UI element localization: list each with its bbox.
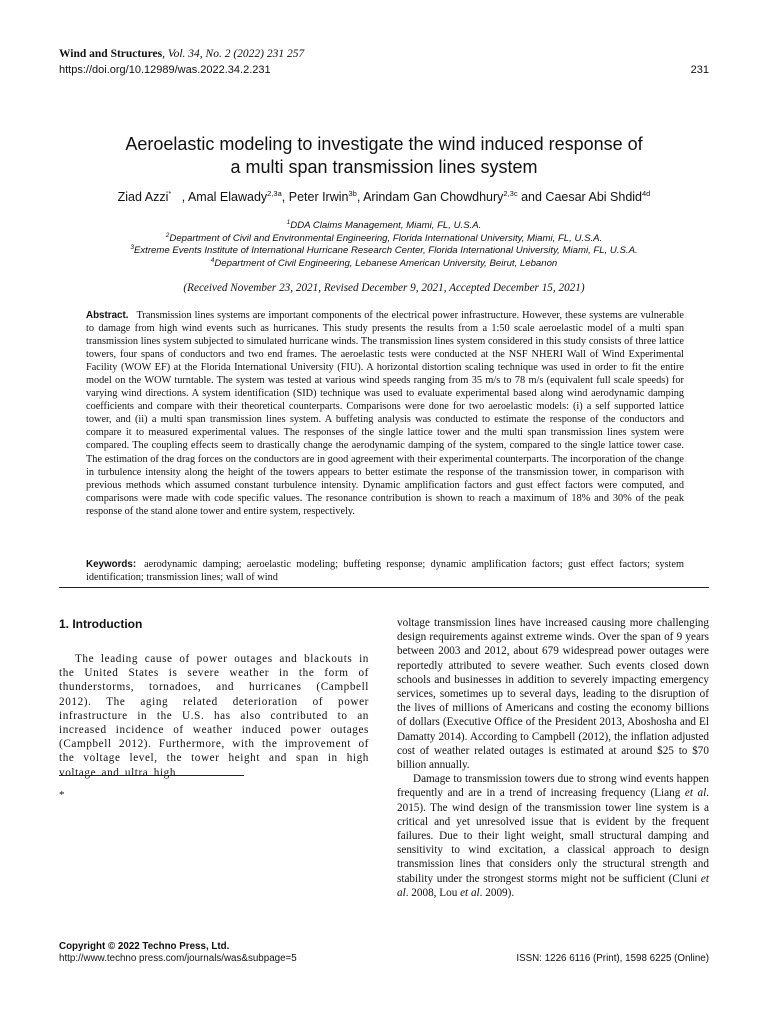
- abstract-label: Abstract.: [86, 310, 129, 321]
- affiliations: [59, 220, 709, 270]
- affiliation-3-text: Extreme Events Institute of International Hurricane Research Center, Florida International University, Miami, FL, U.S.A.: [133, 245, 638, 256]
- author-list: [59, 190, 709, 204]
- affiliation-4: [59, 258, 709, 271]
- author-3-sup: 3b: [348, 188, 357, 198]
- journal-volume: , Vol. 34, No. 2 (2022) 231 257: [162, 48, 305, 60]
- keywords-text: aerodynamic damping; aeroelastic modeling; buffeting response; dynamic amplification factors; gust effect factors; system identification; transmission lines; wall of wind: [86, 559, 684, 584]
- page-number: 231: [690, 64, 709, 76]
- author-3: , Peter Irwin: [281, 190, 349, 204]
- para3-part-b: . 2015). The wind design of the transmission tower line system is a critical and yet unresolved issue that is evident by the frequent failures. Due to their light weight, small structural damping and sensitivity to wind excitation, a classical approach to design transmission lines that considers only the structural strength and stability under the strongest storms might not be sufficient (Cluni: [397, 787, 709, 885]
- affiliation-4-sup: 4: [210, 256, 215, 264]
- para3-part-a: Damage to transmission towers due to strong wind events happen frequently and are in a trend of increasing frequency (Liang: [397, 773, 709, 800]
- section-divider: [59, 587, 709, 588]
- affiliation-1: [59, 220, 709, 233]
- affiliation-1-sup: 1: [286, 218, 291, 226]
- intro-paragraph-1: The leading cause of power outages and blackouts in the United States is severe weather in the form of thunderstorms, tornadoes, and hurricanes (Campbell 2012). The aging related deterioration of power infrastructure in the U.S. has also contributed to an increased incidence of weather induced power outages (Campbell 2012). Furthermore, with the improvement of the voltage level, the tower height and span in high voltage and ultra high: [59, 653, 369, 779]
- received-dates: (Received November 23, 2021, Revised December 9, 2021, Accepted December 15, 2021): [183, 282, 585, 294]
- affiliation-2-sup: 2: [165, 231, 170, 239]
- intro-paragraph-3: [397, 772, 709, 900]
- title-line-2: a multi span transmission lines system: [230, 157, 538, 177]
- paper-title: [59, 133, 709, 179]
- title-line-1: Aeroelastic modeling to investigate the wind induced response of: [125, 134, 643, 154]
- author-1: Ziad Azzi: [117, 190, 169, 204]
- et-al-3: et al: [460, 886, 480, 899]
- affiliation-3-sup: 3: [130, 243, 134, 251]
- affiliation-2: [59, 233, 709, 246]
- right-column: [397, 616, 709, 900]
- para3-part-d: . 2009).: [479, 886, 515, 899]
- section-heading-introduction: 1. Introduction: [59, 617, 143, 631]
- footnote-marker: *: [59, 789, 65, 801]
- et-al-2: et al: [397, 872, 709, 899]
- copyright-notice: Copyright © 2022 Techno Press, Ltd.: [59, 941, 230, 952]
- footnote-divider: [59, 775, 244, 776]
- left-column: [59, 616, 369, 780]
- issn: ISSN: 1226 6116 (Print), 1598 6225 (Online): [516, 953, 709, 964]
- affiliation-2-text: Department of Civil and Environmental Engineering, Florida International University, Miami, FL, U.S.A.: [169, 232, 603, 244]
- para3-part-c: . 2008, Lou: [405, 886, 461, 899]
- doi-link[interactable]: https://doi.org/10.12989/was.2022.34.2.231: [59, 64, 271, 76]
- author-4: , Arindam Gan Chowdhury: [356, 190, 504, 204]
- abstract: [86, 309, 684, 518]
- author-1-sup: *: [168, 188, 172, 198]
- journal-citation: [59, 47, 304, 62]
- author-5: and Caesar Abi Shdid: [517, 190, 642, 204]
- journal-name: Wind and Structures: [59, 48, 163, 60]
- abstract-text: Transmission lines systems are important components of the electrical power infrastructure. However, these systems are vulnerable to damage from high wind events such as hurricanes. This study presents the results from a 1:50 scale aeroelastic model of a multi span transmission lines system subjected to simulated hurricane winds. The transmission lines system considered in this study consists of three lattice towers, four spans of conductors and two end frames. The aeroelastic tests were conducted at the NSF NHERI Wall of Wind Experimental Facility (WOW EF) at the Florida International University (FIU). A horizontal distortion scaling technique was used in order to fit the entire model on the WOW turntable. The system was tested at various wind speeds ranging from 35 m/s to 78 m/s (equivalent full scale speeds) for varying wind directions. A system identification (SID) technique was used to evaluate experimental based along wind aerodynamic damping coefficients and compare with their theoretical counterparts. Comparisons were done for two aeroelastic models: (i) a self supported lattice tower, and (ii) a multi span transmission lines system. A buffeting analysis was conducted to estimate the response of the conductors and compare it to measured experimental values. The responses of the single lattice tower and the multi span transmission lines system were compared. The coupling effects seem to drastically change the aerodynamic damping of the system, compared to the single lattice tower case. The estimation of the drag forces on the conductors are in good agreement with their experimental counterparts. The incorporation of the change in turbulence intensity along the height of the towers appears to better estimate the response of the transmission tower, in comparison with previous methods which assumed constant turbulence intensity. Dynamic amplification factors and gust effect factors were computed, and comparisons were made with code specific values. The resonance contribution is shown to reach a maximum of 18% and 30% of the peak response of the stand alone tower and entire system, respectively.: [86, 310, 684, 517]
- intro-paragraph-2: voltage transmission lines have increased causing more challenging design requirements against extreme winds. Over the span of 9 years between 2003 and 2012, about 679 widespread power outages were reportedly attributed to severe weather. Such events closed down schools and businesses in addition to severely impacting emergency services, sometimes up to several days, leading to the disruption of the lives of millions of Americans and costing the economy billions of dollars (Executive Office of the President 2013, Aboshosha and El Damatty 2014). According to Campbell (2012), the inflation adjusted cost of weather related outages is estimated at around $25 to $70 billion annually.: [397, 617, 709, 772]
- affiliation-3: [59, 245, 709, 258]
- et-al-1: et al: [684, 787, 707, 800]
- author-4-sup: 2,3c: [503, 188, 518, 198]
- author-5-sup: 4d: [642, 188, 651, 198]
- journal-url[interactable]: http://www.techno press.com/journals/was&subpage=5: [59, 953, 297, 964]
- keywords-label: Keywords:: [86, 559, 137, 570]
- affiliation-1-text: DDA Claims Management, Miami, FL, U.S.A.: [290, 220, 482, 231]
- author-2-sup: 2,3a: [267, 188, 282, 198]
- keywords: [86, 558, 684, 584]
- affiliation-4-text: Department of Civil Engineering, Lebanese American University, Beirut, Lebanon: [214, 257, 558, 269]
- author-2: , Amal Elawady: [181, 190, 268, 204]
